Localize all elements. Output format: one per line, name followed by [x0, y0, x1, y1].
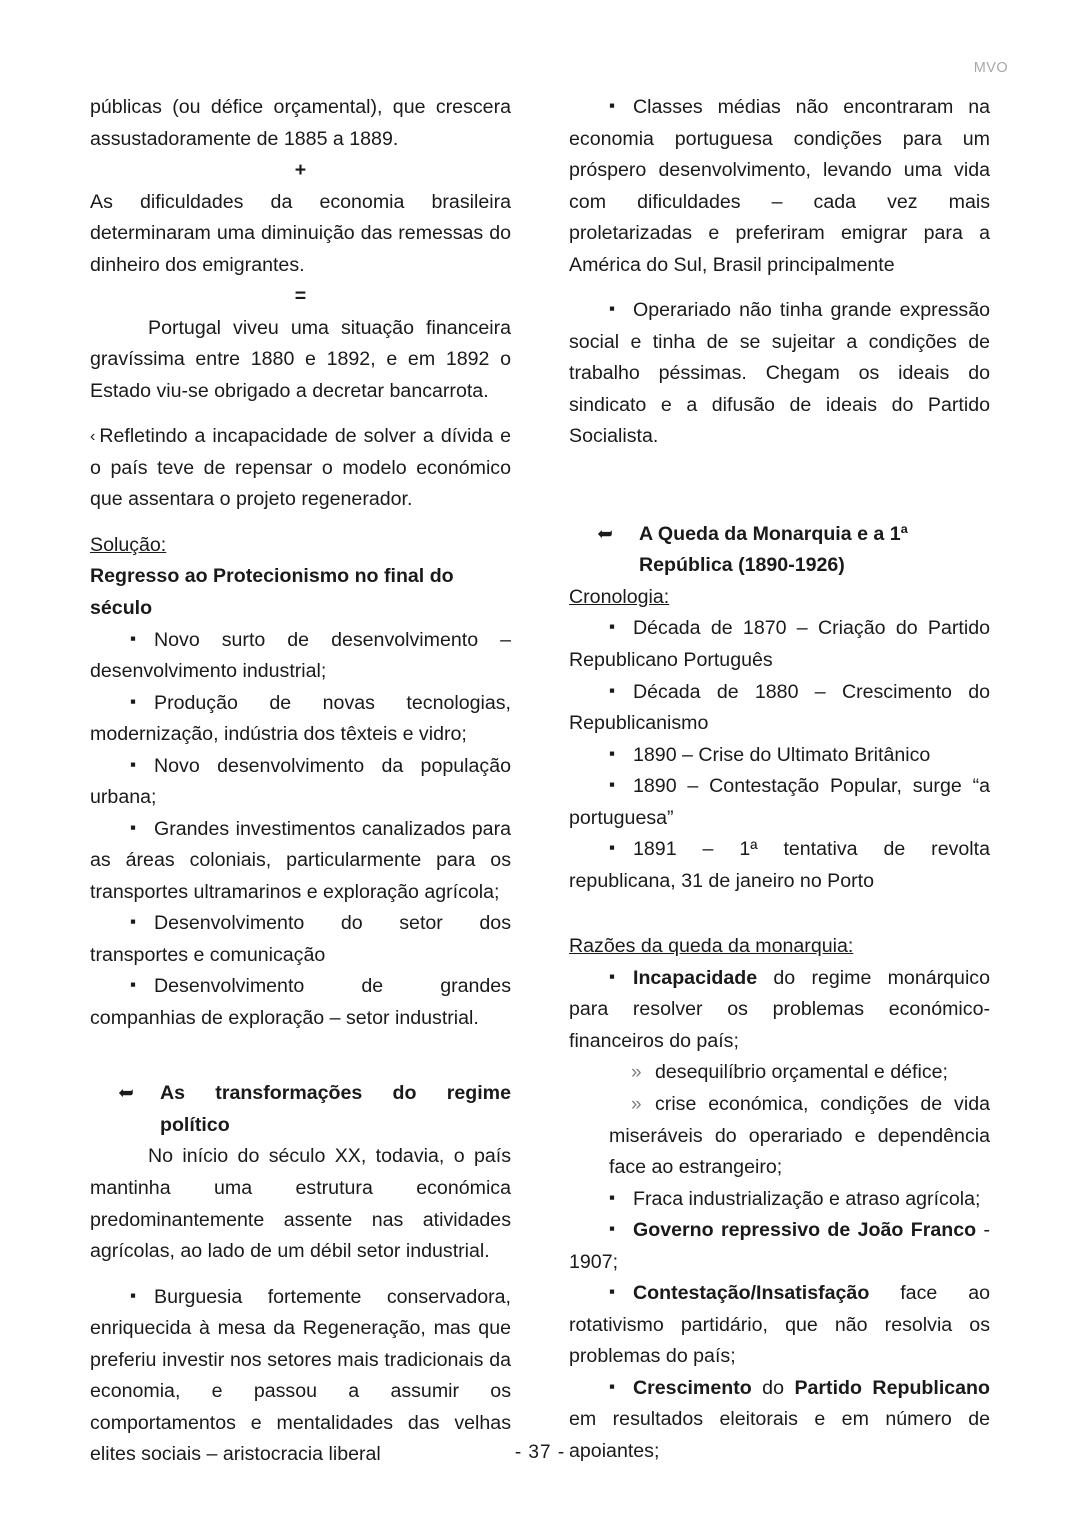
sub-list-item — [569, 1057, 990, 1089]
bullet-square-icon — [569, 1373, 633, 1400]
list-item-text: Grandes investimentos canalizados para as áreas coloniais, particularmente para os transportes ultramarinos e exploração agrícola; — [90, 817, 511, 903]
list-item-emphasis: Governo repressivo de João Franco — [633, 1219, 977, 1242]
spacer — [569, 497, 990, 519]
list-item-emphasis: Incapacidade — [633, 966, 758, 989]
list-item-text: 1891 – 1ª tentativa de revolta republicana, 31 de janeiro no Porto — [569, 838, 990, 892]
bullet-square-icon — [90, 908, 154, 935]
list-item — [90, 625, 511, 688]
list-item-text: face ao rotativismo partidário, que não resolvia os problemas do país; — [569, 1282, 990, 1368]
bullet-square-icon — [569, 771, 633, 798]
list-item-text: do regime monárquico para resolver os problemas económico-financeiros do país; — [569, 966, 990, 1052]
sub-list-item-text: desequilíbrio orçamental e défice; — [655, 1061, 948, 1084]
right-column — [569, 92, 990, 1471]
connector-plus: + — [294, 159, 307, 182]
list-item — [90, 814, 511, 909]
list-item-text: Operariado não tinha grande expressão social e tinha de se sujeitar a condições de trabalho péssimas. Chegam os ideais do sindicato e a difusão de ideais do Partido Socialista. — [569, 299, 990, 448]
paragraph-public-deficit: públicas (ou défice orçamental), que crescera assustadoramente de 1885 a 1889. — [90, 96, 511, 150]
list-item-text: 1890 – Contestação Popular, surge “a portuguesa” — [569, 775, 990, 829]
heading-queda-line-2: República (1890-1926) — [639, 554, 845, 577]
bullet-square-icon — [90, 1282, 154, 1309]
hooked-arrow-icon: ➥ — [118, 1083, 134, 1105]
spacer — [90, 516, 511, 530]
list-item — [569, 834, 990, 897]
paragraph-portugal-bankruptcy: Portugal viveu uma situação financeira gravíssima entre 1880 e 1892, e em 1892 o Estado viu-se obrigado a decretar bancarrota. — [90, 316, 511, 402]
list-item — [569, 771, 990, 834]
sub-list-item — [569, 1089, 990, 1184]
bullet-square-icon — [569, 1215, 633, 1242]
bullet-square-icon — [569, 295, 633, 322]
list-item-text: Fraca industrialização e atraso agrícola; — [633, 1187, 981, 1210]
bullet-square-icon — [90, 688, 154, 715]
spacer — [569, 281, 990, 295]
hooked-arrow-icon: ➥ — [597, 523, 613, 545]
list-item — [569, 963, 990, 1058]
list-item-emphasis: Contestação/Insatisfação — [633, 1282, 870, 1305]
list-item-emphasis-2: Partido Republicano — [794, 1376, 990, 1399]
list-item-text: 1890 – Crise do Ultimato Britânico — [633, 743, 931, 766]
list-item-text: Década de 1870 – Criação do Partido Republicano Português — [569, 617, 990, 671]
connector-equals: = — [294, 285, 307, 308]
list-item — [90, 971, 511, 1034]
spacer — [569, 897, 990, 931]
list-item — [569, 1215, 990, 1278]
label-razoes-queda: Razões da queda da monarquia: — [569, 935, 854, 958]
list-item — [569, 295, 990, 453]
list-item — [569, 1184, 990, 1216]
bullet-square-icon — [569, 677, 633, 704]
heading-transformacoes-text: As transformações do regime político — [160, 1082, 511, 1136]
list-item-text: Desenvolvimento de grandes companhias de exploração – setor industrial. — [90, 975, 511, 1029]
double-angle-quote-icon — [609, 1058, 655, 1089]
bullet-square-icon — [569, 92, 633, 119]
bullet-square-icon — [90, 625, 154, 652]
heading-queda-monarquia-continued — [569, 550, 990, 582]
list-item — [569, 677, 990, 740]
label-cronologia: Cronologia: — [569, 585, 670, 608]
paragraph-refletindo — [90, 421, 511, 516]
bullet-square-icon — [569, 1184, 633, 1211]
list-item-connector: do — [751, 1376, 795, 1399]
bullet-square-icon — [569, 1278, 633, 1305]
spacer — [569, 453, 990, 497]
paragraph-refletindo-text: Refletindo a incapacidade de solver a dívida e o país teve de repensar o modelo económico que assentara o projeto regenerador. — [90, 425, 511, 511]
bullet-square-icon — [569, 613, 633, 640]
paragraph-brazil-difficulties: As dificuldades da economia brasileira determinaram uma diminuição das remessas do dinheiro dos emigrantes. — [90, 190, 511, 276]
list-item — [90, 688, 511, 751]
left-column — [90, 92, 511, 1471]
list-item — [569, 92, 990, 281]
list-item-text: - 1907; — [569, 1219, 990, 1273]
bullet-square-icon — [90, 971, 154, 998]
bullet-square-icon — [569, 740, 633, 767]
list-item-text: Novo surto de desenvolvimento – desenvolvimento industrial; — [90, 628, 511, 683]
spacer — [90, 1268, 511, 1282]
heading-queda-line-1: A Queda da Monarquia e a 1ª — [639, 522, 908, 545]
list-item — [569, 740, 990, 772]
double-angle-quote-icon — [609, 1090, 655, 1121]
list-item — [569, 613, 990, 676]
page-header-mark: MVO — [973, 60, 1008, 76]
list-item-text: Novo desenvolvimento da população urbana; — [90, 754, 511, 809]
list-item-text: em resultados eleitorais e em número de apoiantes; — [569, 1408, 990, 1462]
subtitle-protecionismo: Regresso ao Protecionismo no final do século — [90, 565, 454, 619]
spacer — [90, 407, 511, 421]
sub-list-item-text: crise económica, condições de vida miseráveis do operariado e dependência face ao estrangeiro; — [609, 1092, 990, 1179]
list-item-text: Burguesia fortemente conservadora, enriquecida à mesa da Regeneração, mas que preferiu investir nos setores mais tradicionais da economia, e passou a assumir os comportamentos e mentalidades das velhas elites sociais – aristocracia liberal — [90, 1285, 511, 1466]
label-solucao: Solução: — [90, 533, 167, 556]
bullet-square-icon — [569, 834, 633, 861]
spacer — [90, 1034, 511, 1078]
small-arrow-icon: ‹ — [90, 428, 96, 446]
list-item-text: Classes médias não encontraram na economia portuguesa condições para um próspero desenvolvimento, levando uma vida com dificuldades – cada vez mais proletarizadas e preferiram emigrar para a América do Sul, Brasil principalmente — [569, 96, 990, 276]
bullet-square-icon — [90, 814, 154, 841]
two-column-body — [90, 92, 990, 1471]
list-item-text: Produção de novas tecnologias, modernização, indústria dos têxteis e vidro; — [90, 691, 511, 746]
list-item-text: Desenvolvimento do setor dos transportes e comunicação — [90, 912, 511, 966]
list-item — [569, 1278, 990, 1373]
heading-transformacoes — [90, 1078, 511, 1141]
list-item-emphasis: Crescimento — [633, 1376, 752, 1399]
list-item-text: Década de 1880 – Crescimento do Republicanismo — [569, 680, 990, 735]
bullet-square-icon — [569, 963, 633, 990]
list-item — [90, 908, 511, 971]
paragraph-seculo-xx: No início do século XX, todavia, o país mantinha uma estrutura económica predominantemente assente nas atividades agrícolas, ao lado de um débil setor industrial. — [90, 1145, 511, 1263]
bullet-square-icon — [90, 751, 154, 778]
page-number: - 37 - — [514, 1442, 566, 1463]
heading-queda-monarquia — [569, 519, 990, 551]
list-item — [90, 751, 511, 814]
